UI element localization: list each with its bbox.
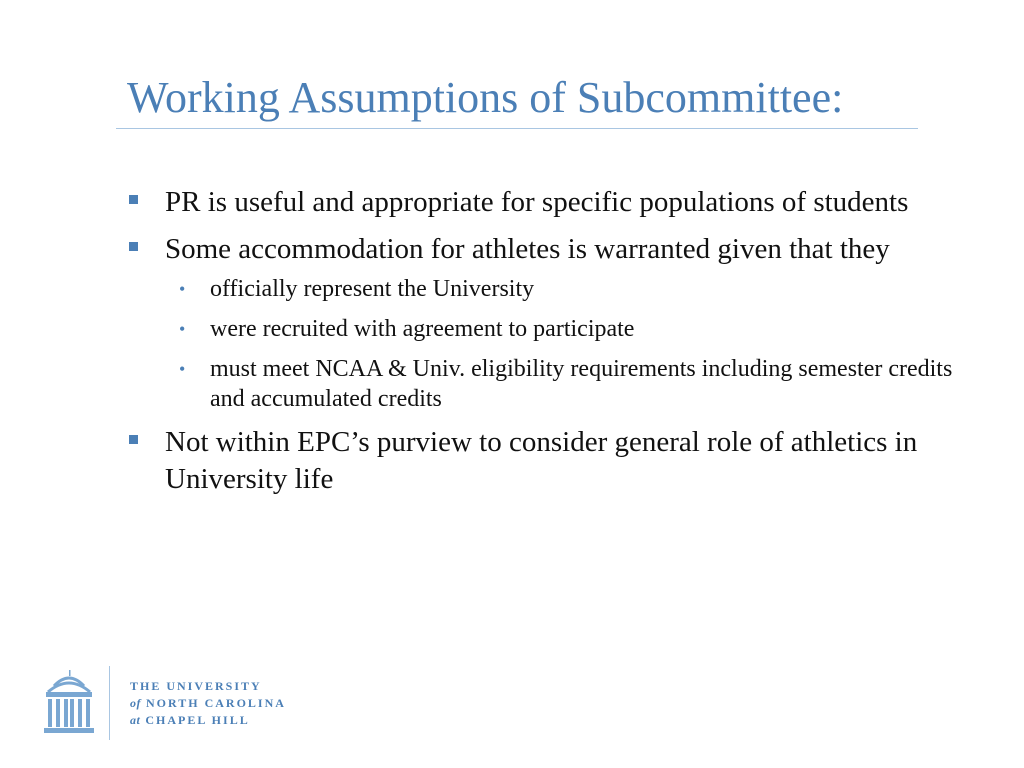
- wordmark-line-3: at CHAPEL HILL: [130, 713, 250, 727]
- sub-bullet-text: officially represent the University: [210, 276, 535, 302]
- square-bullet-icon: [129, 195, 138, 204]
- bullet-item: [127, 424, 967, 498]
- university-wordmark: [130, 678, 286, 729]
- university-logo: [40, 666, 320, 742]
- bullet-list: [127, 184, 967, 508]
- old-well-icon: [40, 668, 98, 738]
- square-bullet-icon: [129, 242, 138, 251]
- dot-bullet-icon: •: [179, 319, 186, 339]
- dot-bullet-icon: •: [179, 359, 186, 379]
- bullet-text: Not within EPC’s purview to consider general role of athletics in University life: [165, 426, 918, 495]
- bullet-item: [127, 184, 967, 221]
- sub-bullet-list: [165, 274, 967, 414]
- bullet-item: [127, 231, 967, 414]
- sub-bullet-text: were recruited with agreement to participate: [210, 316, 635, 342]
- bullet-text: Some accommodation for athletes is warranted given that they: [165, 233, 890, 265]
- sub-bullet-item: [165, 354, 967, 414]
- wordmark-line-2: of NORTH CAROLINA: [130, 696, 286, 710]
- slide-title: Working Assumptions of Subcommittee:: [127, 73, 844, 122]
- wordmark-line-1: THE UNIVERSITY: [130, 679, 262, 693]
- sub-bullet-text: must meet NCAA & Univ. eligibility requirements including semester credits and accumulated credits: [210, 356, 953, 412]
- title-divider: [116, 128, 918, 129]
- sub-bullet-item: [165, 274, 967, 304]
- square-bullet-icon: [129, 435, 138, 444]
- bullet-text: PR is useful and appropriate for specific populations of students: [165, 186, 909, 218]
- logo-divider: [109, 666, 110, 740]
- sub-bullet-item: [165, 314, 967, 344]
- dot-bullet-icon: •: [179, 279, 186, 299]
